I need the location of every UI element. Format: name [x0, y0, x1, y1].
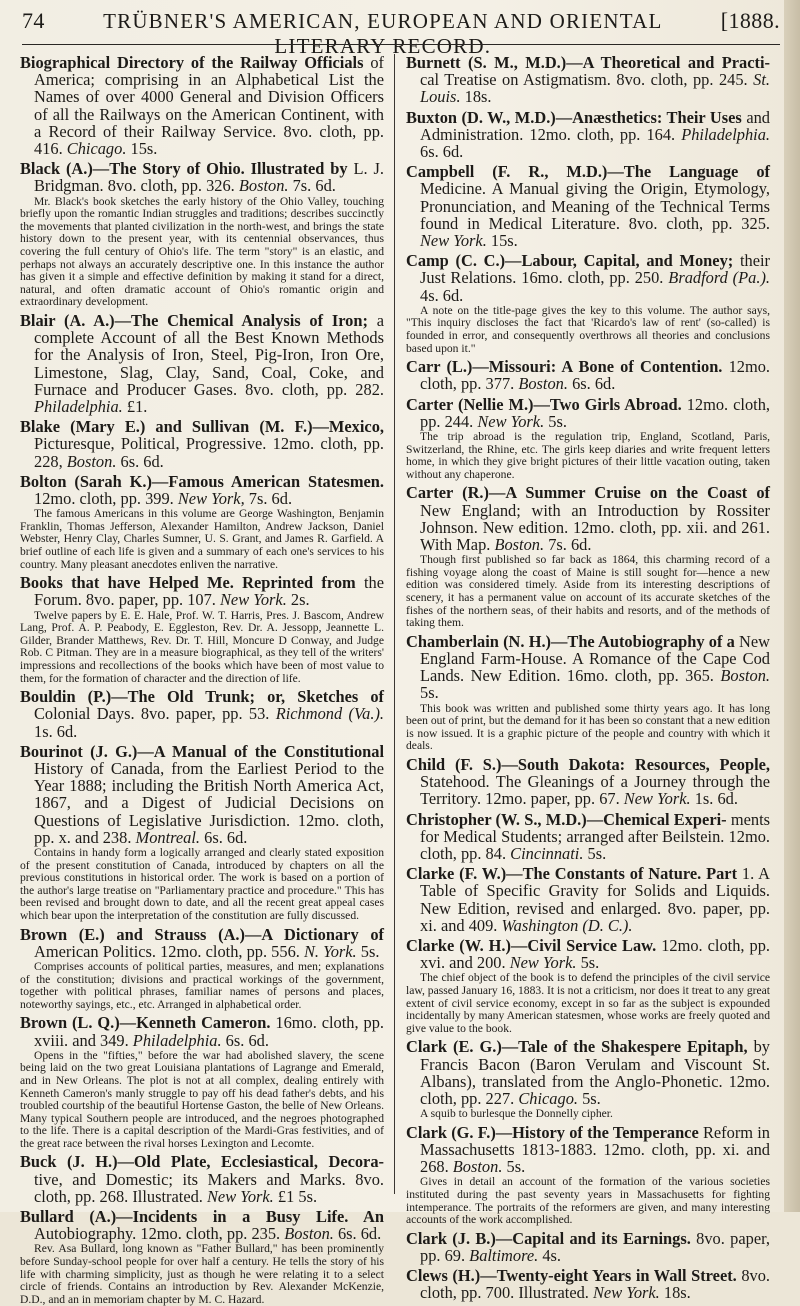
entry-price: 4s. [538, 1245, 562, 1265]
entry-annotation: Though first published so far back as 1864, this charming record of a fishing voyage along the coast of Maine is still sought for—hence a new edition was considered timely. Aside from its interesting descriptions of scenery, it has a permanent value on account of its accurate sketches of the fishes of the northern seas, of their habits and resorts, and of the methods of taking them. [406, 553, 770, 630]
catalogue-entry [406, 1230, 770, 1264]
entry-heading [406, 252, 770, 304]
catalogue-entry [20, 160, 384, 309]
entry-price: 15s. [486, 231, 518, 251]
entry-details: 12mo. cloth, pp. 377. [420, 357, 770, 394]
entry-place: Boston. [280, 1224, 334, 1244]
entry-place: Richmond (Va.). [269, 704, 385, 724]
entry-place: Boston. [713, 666, 770, 686]
entry-author-title: Clark (G. F.)—History of the Temperance [406, 1122, 699, 1142]
entry-annotation: Opens in the "fifties," before the war had abolished slavery, the scene being laid on the two great Louisiana plantations of Lagrange and Emerald, and in New Orleans. The plot is not at all complex, dealing entirely with Kenneth Cameron's manly struggle to pay off his dead father's debts, and his troubled courtship of the beautiful Hortense Gaston, the belle of New Orleans. Many typical Southern people are introduced, and the negroes photographed to the life. There is a capital description of the Mardi-Gras festivities, and of the great race between the rival horses Lexington and Lecomte. [20, 1048, 384, 1150]
catalogue-entry [406, 54, 770, 106]
entry-heading [20, 312, 384, 415]
entry-details: cal Treatise on Astigmatism. 8vo. cloth, pp. 245. [420, 70, 748, 90]
entry-author-title: Biographical Directory of the Railway Officials [20, 53, 364, 72]
catalogue-entry [406, 109, 770, 161]
entry-annotation: The trip abroad is the regulation trip, England, Scotland, Paris, Switzerland, the Rhine, etc. The girls keep diaries and write frequent letters home, in which they give bright pictures of their little vacation outing, taken without any chaperone. [406, 430, 770, 481]
entry-place: New York. [473, 411, 545, 431]
entry-price: 6s. 6d. [221, 1030, 269, 1050]
entry-heading [20, 160, 384, 194]
entry-details: 16mo. cloth, pp. xviii. and 349. [34, 1013, 384, 1050]
entry-details: 8vo. cloth, pp. 700. Illustrated. [420, 1266, 771, 1303]
entry-heading [20, 1014, 384, 1048]
entry-place: Philadelphia. [34, 396, 123, 416]
entry-price: £1. [122, 396, 148, 416]
journal-title: TRÜBNER'S AMERICAN, EUROPEAN AND ORIENTAL LITERARY RECORD. [103, 9, 663, 58]
catalogue-entry [406, 1124, 770, 1227]
left-column [20, 53, 385, 1306]
entry-author-title: Carr (L.)—Missouri: A Bone of Contention. [406, 357, 723, 377]
entry-author-title: Clarke (W. H.)—Civil Service Law. [406, 936, 657, 955]
entry-annotation: Mr. Black's book sketches the early history of the Ohio Valley, touching briefly upon the romantic Indian struggles and traditions; describes succinctly the movements that planted civilization in the north-west, and brings the state history down to the present year, with its centennial observances, thus covering the full century of Ohio's life. The term "story" is an elastic, and perhaps not always an accurately descriptive one. In this instance the author has given it a simple and effective definition by making it stand for a direct, natural, and often dramatic account of Ohio's romantic origin and extraordinary development. [20, 194, 384, 309]
page-number: 74 [22, 8, 45, 33]
entry-author-title: Clark (E. G.)—Tale of the Shakespere Epitaph, [406, 1037, 748, 1057]
entry-heading [406, 1124, 770, 1176]
entry-price: 7s. 6d. [544, 535, 592, 555]
entry-heading [406, 163, 770, 249]
entry-annotation: Contains in handy form a logically arranged and clearly stated exposition of the present constitution of Canada, introduced by chapters on all the previous constitutions in historical order. The work is based on a portion of the author's large treatise on "Parliamentary practice and procedure." This has been revised and brought down to date, and all the recent great appeal cases which bear upon the interpretation of the constitution are fully discussed. [20, 845, 384, 922]
entry-heading [406, 109, 770, 161]
entry-heading [20, 1153, 384, 1205]
entry-price: 1s. 6d. [34, 721, 78, 741]
catalogue-entry [406, 811, 770, 863]
catalogue-entry [20, 1208, 384, 1306]
entry-place: Chicago. [62, 139, 127, 159]
entry-heading [406, 756, 770, 808]
column-divider [394, 54, 395, 1194]
catalogue-entry [20, 1014, 384, 1150]
entry-price: 5s. [502, 1157, 526, 1177]
catalogue-entry [20, 1153, 384, 1205]
entry-price: 15s. [126, 139, 158, 159]
entry-annotation: A squib to burlesque the Donnelly cipher. [420, 1107, 613, 1121]
entry-price: 6s. 6d. [420, 142, 464, 162]
entry-heading [406, 358, 770, 392]
entry-place: Montreal. [131, 827, 201, 847]
catalogue-entry [20, 574, 384, 685]
entry-author-title: Carter (R.)—A Summer Cruise on the Coast of [406, 483, 770, 503]
entry-heading [20, 743, 384, 846]
entry-author-title: Buxton (D. W., M.D.)—Anæsthetics: Their Uses [406, 107, 742, 127]
entry-place: New York, [173, 489, 245, 508]
entry-author-title: Child (F. S.)—South Dakota: Resources, People, [406, 754, 770, 774]
entry-details: 12mo. cloth, pp. 244. [420, 394, 770, 431]
entry-heading [20, 54, 384, 157]
entry-heading [20, 418, 384, 470]
catalogue-entry [406, 1267, 770, 1301]
entry-annotation: This book was written and published some thirty years ago. It has long been out of print, but the demand for it has been so constant that a new edition is now issued. It is a graphic picture of the people and country with which it deals. [406, 701, 770, 753]
entry-place: Philadelphia. [675, 124, 770, 144]
entry-details: Picturesque, Political, Progressive. 12mo. cloth, pp. 228, [34, 434, 384, 471]
entry-author-title: Clarke (F. W.)—The Constants of Nature. Part [406, 864, 738, 884]
entry-author-title: Bouldin (P.)—The Old Trunk; or, Sketches of [20, 687, 384, 707]
catalogue-entry [20, 54, 384, 157]
entry-heading [406, 937, 770, 971]
catalogue-entry [20, 418, 384, 470]
entry-heading [406, 396, 770, 430]
catalogue-entry [406, 937, 770, 1035]
entry-heading [20, 473, 384, 507]
catalogue-entry [406, 358, 770, 392]
entry-author-title: Bullard (A.)—Incidents in a Busy Life. An [20, 1207, 384, 1227]
entry-author-title: Camp (C. C.)—Labour, Capital, and Money; [406, 251, 734, 271]
entry-place: New York. [202, 1186, 274, 1206]
entry-author-title: Black (A.)—The Story of Ohio. Illustrated by [20, 159, 348, 179]
entry-author-title: Brown (E.) and Strauss (A.)—A Dictionary of [20, 924, 384, 944]
entry-author-title: Burnett (S. M., M.D.)—A Theoretical and Practi- [406, 53, 770, 72]
entry-price: 5s. [583, 843, 607, 863]
entry-details: Colonial Days. 8vo. paper, pp. 53. [34, 704, 270, 724]
entry-author-title: Clark (J. B.)—Capital and its Earnings. [406, 1228, 691, 1248]
entry-price: 6s. 6d. [200, 827, 248, 847]
entry-heading [406, 1038, 770, 1107]
catalogue-entry [406, 756, 770, 808]
entry-details: Autobiography. 12mo. cloth, pp. 235. [34, 1224, 281, 1244]
entry-price: 6s. 6d. [116, 451, 164, 471]
entry-heading [406, 865, 770, 934]
entry-annotation: Rev. Asa Bullard, long known as "Father Bullard," has been prominently before Sunday-school people for over half a century. He tells the story of his life with charming simplicity, just as though he were relating it to a select circle of friends. Contains an introduction by Rev. Alexander McKenzie, D.D., and an in memoriam chapter by M. C. Hazard. [20, 1242, 384, 1306]
entry-place: Boston. [234, 176, 289, 196]
entry-details: tive, and Domestic; its Makers and Marks. 8vo. cloth, pp. 268. Illustrated. [34, 1169, 384, 1206]
entry-details: and Administration. 12mo. cloth, pp. 164. [420, 107, 770, 144]
entry-price: 7s. 6d. [288, 176, 336, 196]
entry-place: New York. [619, 789, 691, 809]
entry-price: 18s. [659, 1283, 691, 1303]
entry-place: Baltimore. [465, 1245, 539, 1265]
entry-author-title: Books that have Helped Me. Reprinted from [20, 573, 356, 593]
right-column [406, 53, 771, 1303]
entry-price: 5s. [420, 683, 439, 703]
catalogue-entry [20, 926, 384, 1012]
entry-price: 6s. 6d. [333, 1224, 382, 1244]
entry-place: St. Louis. [420, 70, 770, 107]
entry-author-title: Campbell (F. R., M.D.)—The Language of [406, 162, 770, 182]
catalogue-entry [406, 1038, 770, 1120]
entry-author-title: Christopher (W. S., M.D.)—Chemical Experi- [406, 809, 727, 829]
entry-annotation: Gives in detail an account of the formation of the various societies instituted during the past seventy years in Massachusetts for fighting intemperance. The portraits of the reformers are given, and many interesting accounts of the work accomplished. [406, 1175, 770, 1227]
catalogue-entry [406, 252, 770, 355]
entry-author-title: Bourinot (J. G.)—A Manual of the Constitutional [20, 741, 384, 761]
entry-price: 7s. 6d. [244, 489, 293, 508]
entry-annotation: A note on the title-page gives the key to this volume. The author says, "This inquiry discloses the fact that 'Ricardo's law of rent' (so-called) is founded in error, and consequently overthrows all theories and conclusions based upon it." [406, 303, 770, 355]
entry-place: New York. [505, 953, 577, 973]
running-header [22, 8, 780, 58]
entry-heading [406, 1230, 770, 1264]
entry-heading [20, 1208, 384, 1242]
entry-details: the Forum. 8vo. paper, pp. 107. [34, 573, 384, 610]
entry-heading [406, 633, 770, 702]
catalogue-entry [406, 484, 770, 629]
entry-details: their Just Relations. 16mo. cloth, pp. 250. [420, 251, 771, 288]
entry-place: Boston. [514, 374, 568, 394]
entry-price: 18s. [460, 87, 492, 107]
entry-author-title: Brown (L. Q.)—Kenneth Cameron. [20, 1013, 271, 1033]
entry-details: New England; with an Introduction by Rossiter Johnson. New edition. 12mo. cloth, pp. xii. and 261. With Map. [420, 500, 770, 555]
entry-annotation: Comprises accounts of political parties, measures, and men; explanations of the constitution; divisions and practical workings of the government, together with political phrases, familiar names of persons and places, noteworthy sayings, etc., etc. Arranged in alphabetical order. [20, 959, 384, 1011]
entry-place: Chicago. [514, 1088, 578, 1108]
entry-details: 12mo. cloth, pp. 399. [34, 489, 174, 508]
catalogue-entry [20, 688, 384, 740]
entry-annotation: Twelve papers by E. E. Hale, Prof. W. T. Harris, Pres. J. Bascom, Andrew Lang, Prof. A. P. Peabody, E. Eggleston, Rev. Dr. A. Jessopp, Jeannette L. Gilder, Brander Matthews, Rev. Dr. T. Hill, Moncure D Conway, and Judge Rob. C Pitman. They are in a measure biographical, as they tell of the writers' impressions and recollections of the books which have been of most value to them, for the formation of character and the direction of life. [20, 608, 384, 685]
entry-details: of America; comprising in an Alphabetical List the Names of over 4000 General and Division Officers of all the Railways on the American Continent, with a Record of their Railway Service. 8vo. cloth, pp. 416. [34, 53, 384, 159]
entry-price: 5s. [356, 941, 380, 961]
catalogue-entry [406, 163, 770, 249]
entry-heading [406, 811, 770, 863]
entry-price: 4s. 6d. [420, 285, 464, 305]
entry-price: 5s. [544, 411, 567, 431]
entry-author-title: Buck (J. H.)—Old Plate, Ecclesiastical, Decora- [20, 1152, 384, 1172]
entry-author-title: Blair (A. A.)—The Chemical Analysis of Iron; [20, 310, 368, 330]
catalogue-entry [20, 312, 384, 415]
entry-heading [20, 688, 384, 740]
entry-details: American Politics. 12mo. cloth, pp. 556. [34, 941, 300, 961]
catalogue-entry [406, 633, 770, 753]
entry-place: Cincinnati. [506, 843, 584, 863]
entry-price: 2s. [286, 590, 310, 610]
entry-heading [406, 54, 770, 106]
header-year: [1888. [720, 8, 780, 33]
entry-details: Medicine. A Manual giving the Origin, Etymology, Pronunciation, and Meaning of the Technical Terms found in Medical Literature. 8vo. cloth, pp. 325. [420, 179, 770, 233]
entry-heading [20, 926, 384, 960]
entry-price: 1s. 6d. [690, 789, 738, 809]
entry-details: 1. A Table of Specific Gravity for Solids and Liquids. New Edition, revised and enlarged. 8vo. paper, pp. xi. and 409. [420, 864, 770, 935]
entry-heading [20, 574, 384, 608]
entry-author-title: Bolton (Sarah K.)—Famous American Statesmen. [20, 471, 384, 491]
entry-place: Bradford (Pa.). [663, 268, 771, 288]
entry-details: ments for Medical Students; arranged after Beilstein. 12mo. cloth, pp. 84. [420, 809, 770, 863]
entry-annotation: The chief object of the book is to defend the principles of the civil service law, passed January 16, 1883. It is not a criticism, nor does it treat to any great extent of civil service economy, except in so far as the subject is expounded incidentally by many American statesmen, whose works are freely quoted and give value to the book. [406, 971, 770, 1035]
entry-place: N. York. [299, 941, 357, 961]
entry-author-title: Carter (Nellie M.)—Two Girls Abroad. [406, 394, 682, 414]
entry-place: Boston. [62, 451, 117, 471]
entry-details: 12mo. cloth, pp. xvi. and 200. [420, 936, 770, 973]
entry-price: £1 5s. [273, 1186, 318, 1206]
header-rule [22, 44, 780, 45]
entry-place: Boston. [448, 1157, 503, 1177]
entry-details: History of Canada, from the Earliest Period to the Year 1888; including the British North America Act, 1867, and a Digest of Judicial Decisions on Questions of Legislative Jurisdiction. 12mo. cloth, pp. x. and 238. [34, 758, 384, 847]
entry-author-title: Clews (H.)—Twenty-eight Years in Wall Street. [406, 1266, 737, 1286]
entry-details: Statehood. The Gleanings of a Journey through the Territory. 12mo. paper, pp. 67. [420, 772, 770, 809]
catalogue-entry [20, 473, 384, 571]
entry-details: by Francis Bacon (Baron Verulam and Viscount St. Albans), translated from the Anglo-Phonetic. 12mo. cloth, pp. 227. [420, 1037, 770, 1108]
entry-price: 6s. 6d. [567, 374, 616, 394]
entry-details: L. J. Bridgman. 8vo. cloth, pp. 326. [34, 159, 384, 196]
entry-details: Reform in Massachusetts 1813-1883. 12mo. cloth, pp. xi. and 268. [420, 1122, 770, 1177]
entry-details: New England Farm-House. A Romance of the Cape Cod Lands. New Edition. 16mo. cloth, pp. 365. [420, 631, 770, 686]
entry-place: New York. [588, 1283, 660, 1303]
entry-author-title: Chamberlain (N. H.)—The Autobiography of a [406, 631, 735, 651]
entry-place: Philadelphia. [128, 1030, 222, 1050]
entry-price: 5s. [576, 953, 600, 973]
entry-place: New York. [420, 231, 487, 251]
entry-annotation: The famous Americans in this volume are George Washington, Benjamin Franklin, Thomas Jefferson, Alexander Hamilton, Andrew Jackson, Daniel Webster, Henry Clay, Charles Sumner, U. S. Grant, and James R. Garfield. A brief outline of each life is given and a summary of each one's services to his country. Many pleasant anecdotes enliven the narrative. [20, 507, 384, 571]
entry-details: 8vo. paper, pp. 69. [420, 1228, 771, 1265]
entry-place: Washington (D. C.). [497, 915, 633, 935]
entry-author-title: Blake (Mary E.) and Sullivan (M. F.)—Mexico, [20, 417, 384, 437]
catalogue-entry [406, 865, 770, 934]
catalogue-entry [20, 743, 384, 923]
entry-heading [406, 484, 770, 553]
entry-heading [406, 1267, 770, 1301]
page-edge [784, 0, 800, 1212]
catalogue-entry [406, 396, 770, 482]
entry-details: a complete Account of all the Best Known Methods for the Analysis of Iron, Steel, Pig-Iron, Iron Ore, Limestone, Slag, Clay, Sand, Coal, Coke, and Furnace and Producer Gases. 8vo. cloth, pp. 282. [34, 310, 385, 399]
entry-place: New York. [215, 590, 287, 610]
entry-price: 5s. [578, 1088, 601, 1108]
entry-place: Boston. [490, 535, 545, 555]
